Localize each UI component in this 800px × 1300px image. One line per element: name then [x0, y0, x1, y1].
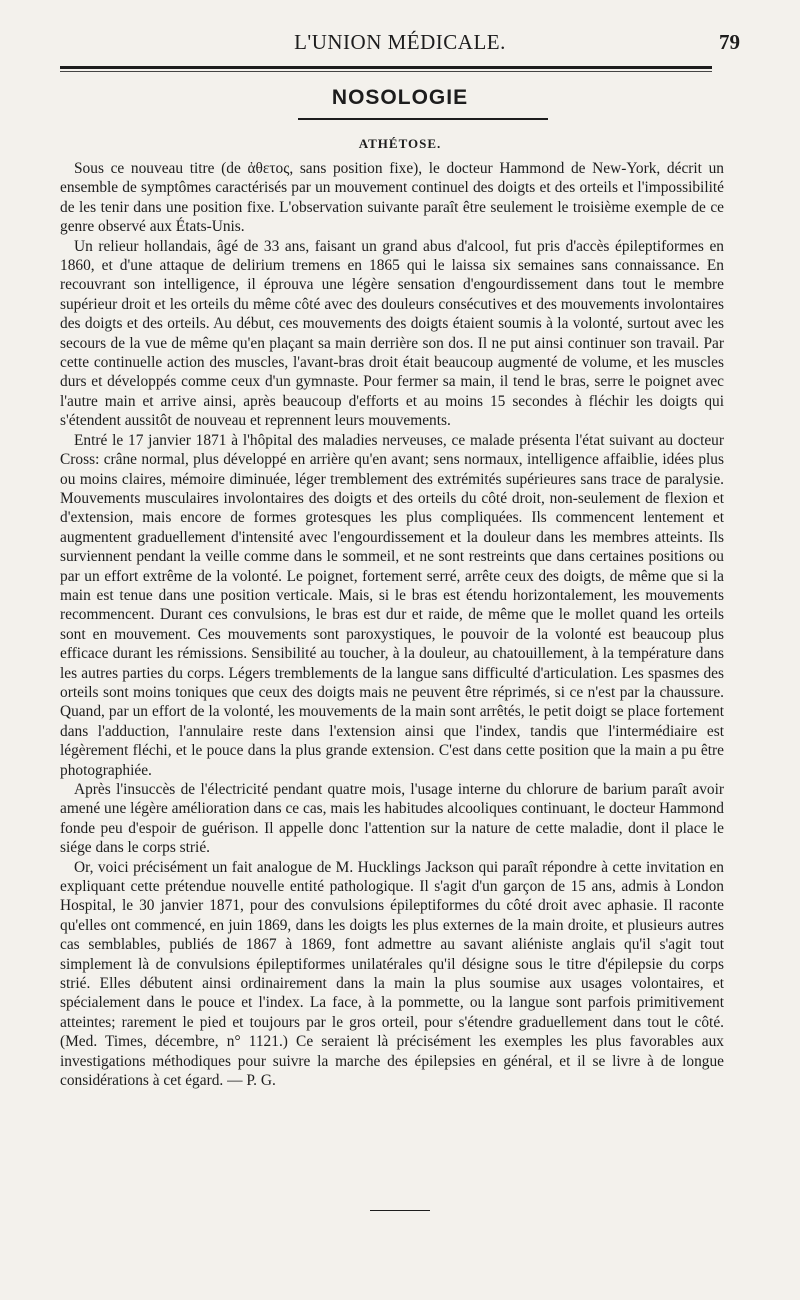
running-title: L'UNION MÉDICALE.: [294, 30, 506, 54]
header-rule: [60, 66, 712, 69]
article-body: [60, 159, 724, 1091]
page-number: 79: [719, 30, 740, 54]
paragraph: Un relieur hollandais, âgé de 33 ans, faisant un grand abus d'alcool, fut pris d'accès épileptiformes en 1860, et d'une attaque de delirium tremens en 1865 qui le laissa six semaines sans connaissance. En recouvrant son intelligence, il éprouva une légère sensation d'engourdissement dans tout le membre supérieur droit et les orteils du même côté avec des douleurs consécutives et des mouvements involontaires des doigts et des orteils. Au début, ces mouvements des doigts étaient soumis à la volonté, surtout avec les secours de la vue de même qu'en plaçant sa main derrière son dos. Il ne put ainsi continuer son travail. Par cette continuelle action des muscles, l'avant-bras droit était beaucoup augmenté de volume, et les muscles durs et développés comme ceux d'un gymnaste. Pour fermer sa main, il tend le bras, serre le poignet avec l'autre main et arrive ainsi, après beaucoup d'efforts et au moins 15 secondes à fléchir les doigts qui s'étendent aussitôt de nouveau et reprennent leurs mouvements.: [60, 237, 724, 430]
header-rule-thin: [60, 71, 712, 72]
paragraph: Or, voici précisément un fait analogue de M. Hucklings Jackson qui paraît répondre à cette invitation en expliquant cette prétendue nouvelle entité pathologique. Il s'agit d'un garçon de 15 ans, admis à London Hospital, le 30 janvier 1871, pour des convulsions épileptiformes du côté droit avec aphasie. Il raconte qu'elles ont commencé, en juin 1869, dans les doigts les plus externes de la main droite, et plusieurs autres cas semblables, publiés de 1867 à 1869, font admettre au savant aliéniste anglais qu'il s'agit tout simplement là de convulsions épileptiformes unilatérales qu'il désigne sous le titre d'épilepsie du corps strié. Elles débutent ainsi ordinairement dans la main la plus soumise aux usages volontaires, et spécialement dans le pouce et l'index. La face, à la pommette, ou la langue sont parfois primitivement atteintes; rarement le pied et toujours par le gros orteil, pour s'étendre graduellement dans tout le côté. (Med. Times, décembre, n° 1121.) Ce seraient là précisément les exemples les plus favorables aux investigations méthodiques pour suivre la marche des épilepsies en général, et il se livre à de longue considérations à cet égard. — P. G.: [60, 858, 724, 1090]
section-rule: [298, 118, 548, 120]
paragraph: Sous ce nouveau titre (de ἀθετος, sans position fixe), le docteur Hammond de New-York, décrit un ensemble de symptômes caractérisés par un mouvement continuel des doigts et des orteils et l'impossibilité de les tenir dans une position fixe. L'observation suivante paraît être seulement le troisième exemple de ce genre observé aux États-Unis.: [60, 160, 724, 236]
end-rule: [370, 1210, 430, 1211]
paragraph: Entré le 17 janvier 1871 à l'hôpital des maladies nerveuses, ce malade présenta l'état suivant au docteur Cross: crâne normal, plus développé en arrière qu'en avant; sens normaux, intelligence affaiblie, idées plus ou moins claires, mémoire diminuée, léger tremblement des extrémités supérieures sans trace de paralysie. Mouvements musculaires involontaires des doigts et des orteils du côté droit, non-seulement de flexion et d'extension, mais encore de formes grotesques les plus compliquées. Ils commencent lentement et augmentent graduellement d'intensité avec l'engourdissement et la douleur dans les membres atteints. Ils surviennent pendant la veille comme dans le sommeil, et ne sont restreints que dans certaines positions ou par un effort extrême de la volonté. Le poignet, fortement serré, arrête ceux des doigts, de même que si la main est tenue dans une position verticale. Mais, si le bras est étendu horizontalement, les mouvements recommencent. Durant ces convulsions, le bras est dur et raide, de même que le mollet quand les orteils sont en mouvement. Ces mouvements sont paroxystiques, le pouvoir de la volonté est beaucoup plus efficace durant les rémissions. Sensibilité au toucher, à la douleur, au chatouillement, à la température dans les autres parties du corps. Légers tremblements de la langue sans difficulté d'articulation. Les spasmes des orteils sont moins toniques que ceux des doigts mais ne peuvent être réprimés, si ce n'est par la chaussure. Quand, par un effort de la volonté, les mouvements de la main sont arrêtés, le petit doigt se place fortement dans l'adduction, l'annulaire reste dans l'extension ainsi que l'index, tandis que l'intermédiaire est légèrement fléchi, et le pouce dans la plus grande extension. C'est dans cette position que la main a pu être photographiée.: [60, 431, 724, 779]
article-title: ATHÉTOSE.: [358, 136, 442, 151]
paragraph: Après l'insuccès de l'électricité pendant quatre mois, l'usage interne du chlorure de barium paraît avoir amené une légère amélioration dans ce cas, mais les habitudes alcooliques continuant, le docteur Hammond fonde peu d'espoir de guérison. Il appelle donc l'attention sur la nature de cette maladie, dont il place le siége dans le corps strié.: [60, 781, 724, 857]
section-title: NOSOLOGIE: [331, 86, 469, 109]
running-head: [60, 30, 740, 60]
